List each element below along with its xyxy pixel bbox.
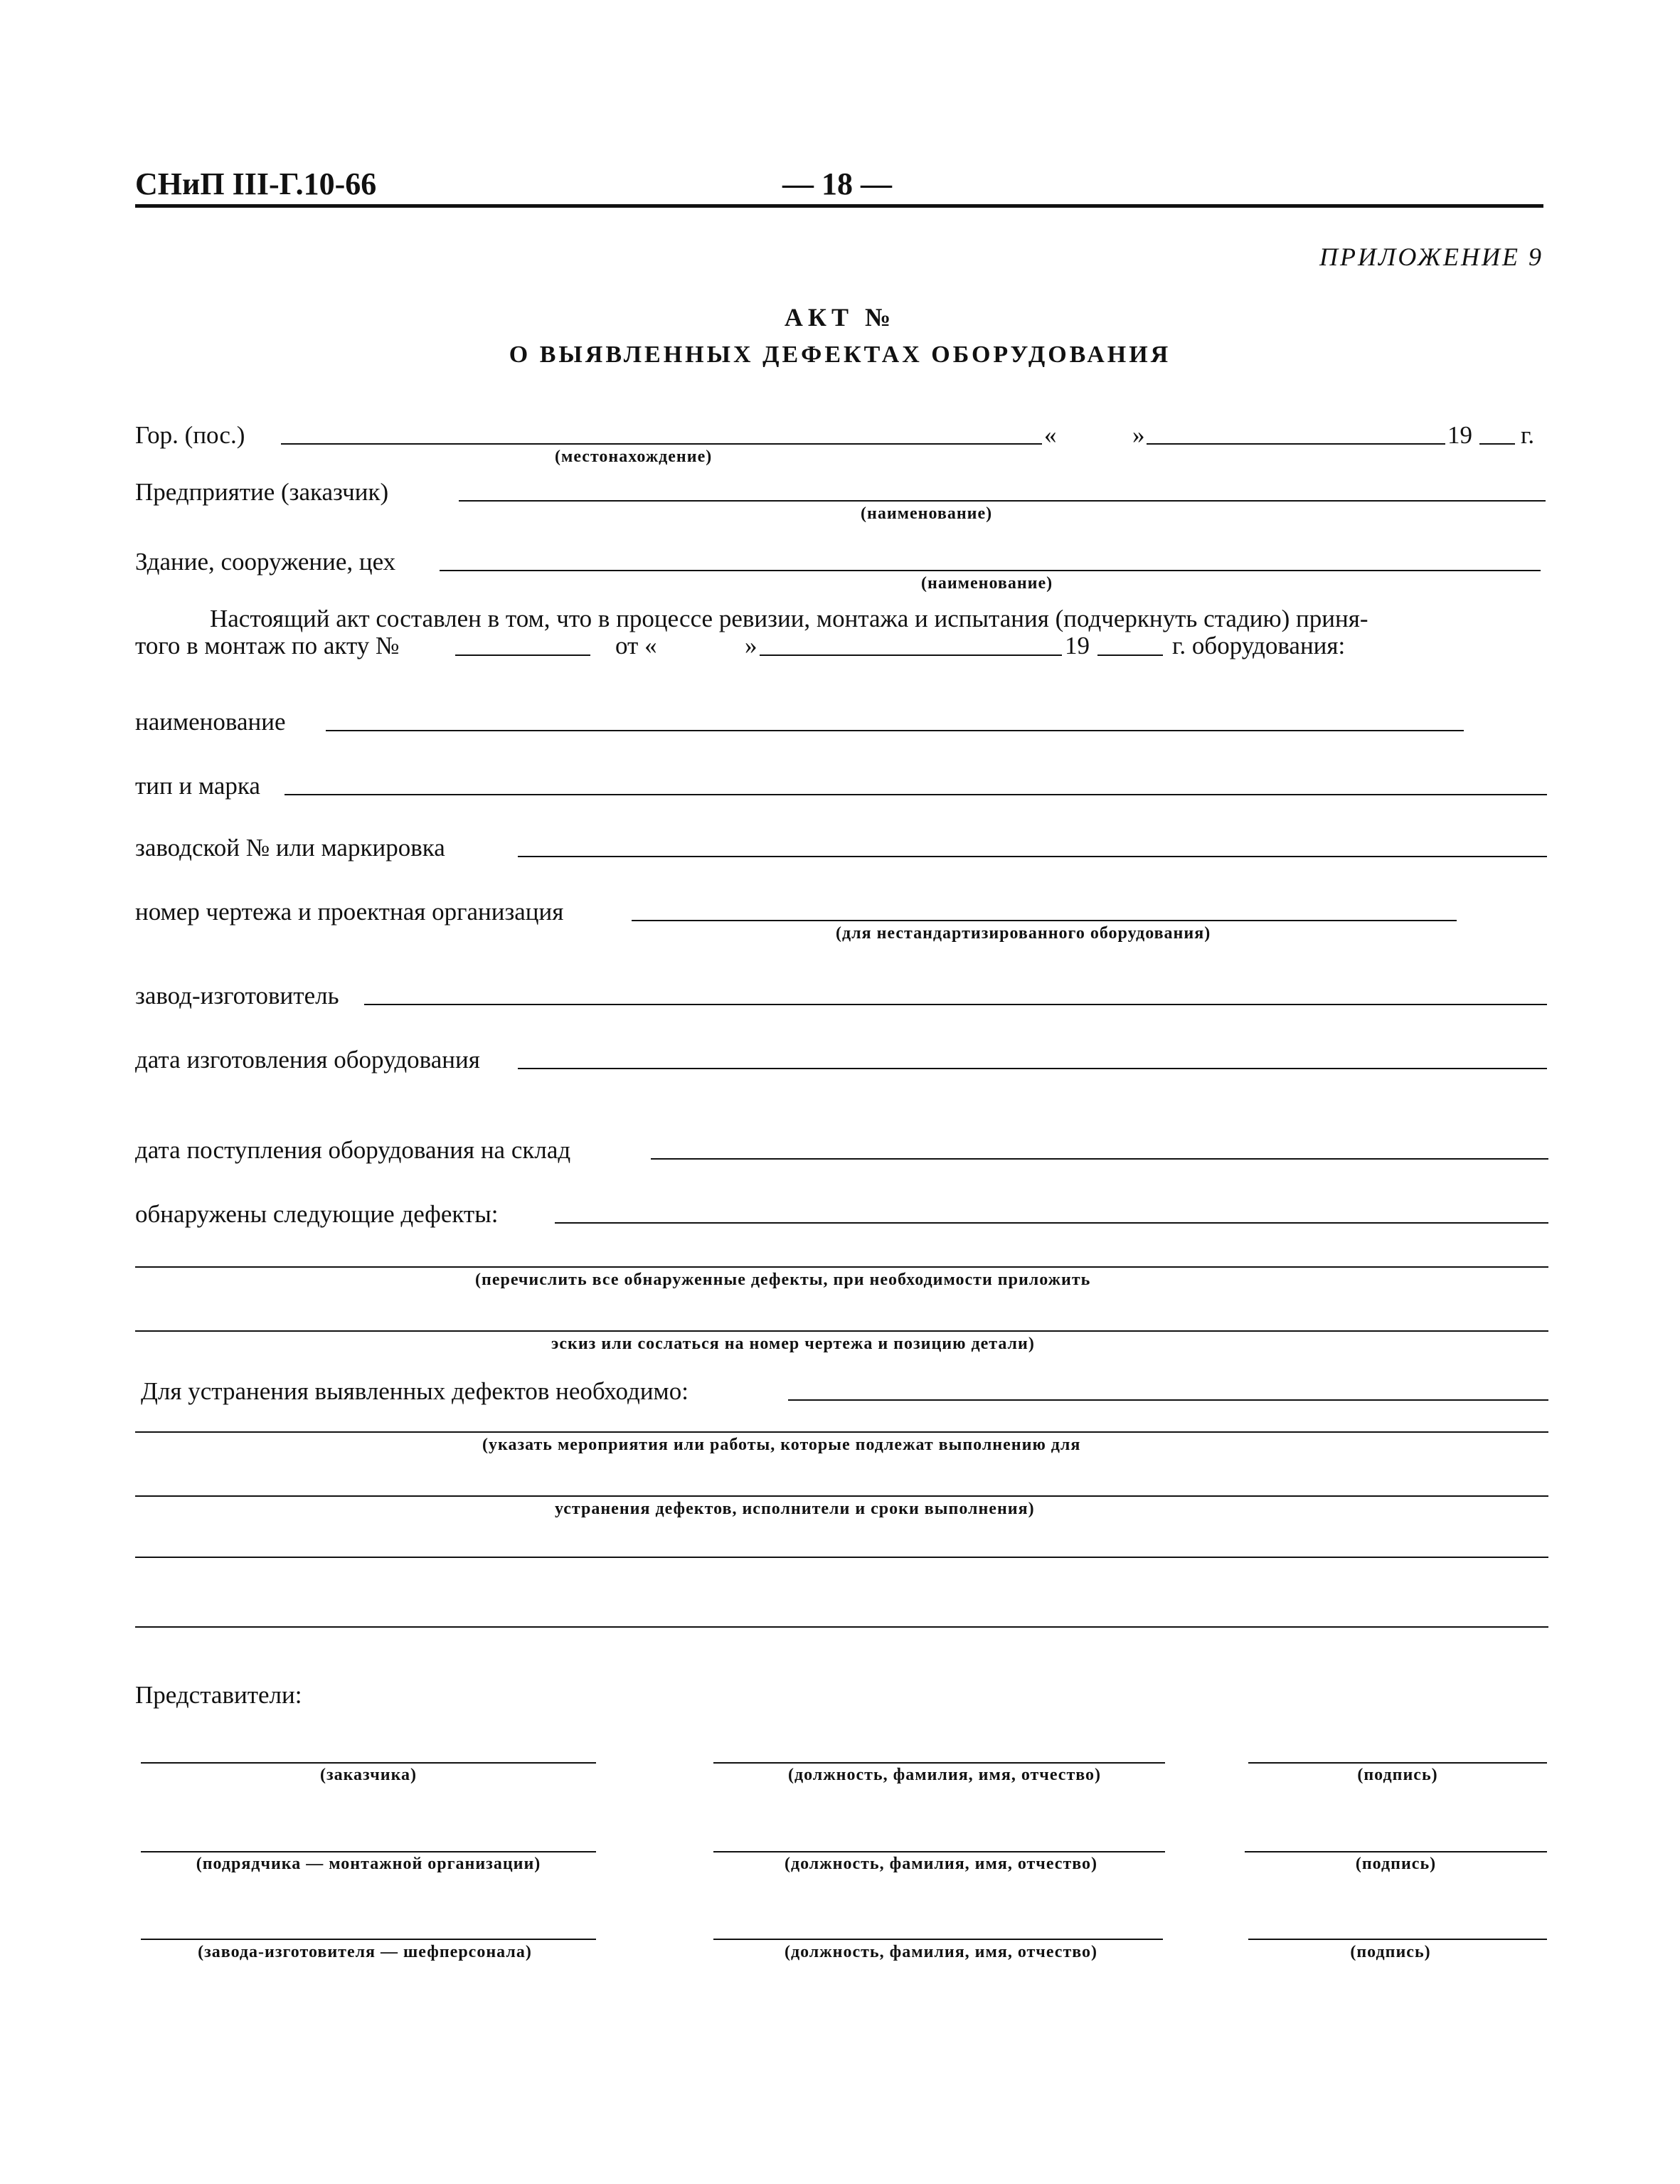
person-caption-1: (должность, фамилия, имя, отчество) xyxy=(787,1766,1102,1784)
act-title: АКТ № xyxy=(784,303,896,332)
year-suffix: г. xyxy=(1521,421,1535,449)
party-field-2[interactable] xyxy=(141,1851,596,1852)
person-field-3[interactable] xyxy=(713,1939,1163,1940)
appendix-label: ПРИЛОЖЕНИЕ 9 xyxy=(1319,243,1543,271)
remedy-field-5[interactable] xyxy=(135,1626,1548,1628)
building-field[interactable] xyxy=(440,570,1541,571)
statement-line1: Настоящий акт составлен в том, что в процессе ревизии, монтажа и испытания (подчеркнуть стадию) приня- xyxy=(210,605,1368,632)
name-label: наименование xyxy=(135,708,286,736)
statement-l2-b: от « xyxy=(615,632,657,659)
statement-l2-d: 19 xyxy=(1065,632,1090,659)
type-label: тип и марка xyxy=(135,772,260,800)
statement-l2-c: » xyxy=(745,632,757,659)
remedy-field-1[interactable] xyxy=(788,1399,1548,1401)
building-label: Здание, сооружение, цех xyxy=(135,548,396,576)
mfg-date-field[interactable] xyxy=(518,1068,1547,1069)
city-caption: (местонахождение) xyxy=(555,447,713,466)
act-subtitle: О ВЫЯВЛЕННЫХ ДЕФЕКТАХ ОБОРУДОВАНИЯ xyxy=(509,341,1171,368)
year-prefix: 19 xyxy=(1447,421,1472,449)
type-field[interactable] xyxy=(285,794,1547,795)
sign-caption-2: (подпись) xyxy=(1355,1855,1437,1873)
manufacturer-field[interactable] xyxy=(364,1004,1547,1005)
party-caption-1: (заказчика) xyxy=(319,1766,418,1784)
drawing-label: номер чертежа и проектная организация xyxy=(135,898,564,926)
defects-field-1[interactable] xyxy=(555,1222,1548,1224)
drawing-field[interactable] xyxy=(632,920,1457,921)
party-field-3[interactable] xyxy=(141,1939,596,1940)
defects-field-3[interactable] xyxy=(135,1330,1548,1332)
arrival-field[interactable] xyxy=(651,1158,1548,1160)
page-number: — 18 — xyxy=(782,166,892,201)
remedy-field-2[interactable] xyxy=(135,1431,1548,1433)
statement-l2-e: г. оборудования: xyxy=(1172,632,1346,659)
name-field[interactable] xyxy=(326,730,1464,731)
person-field-2[interactable] xyxy=(713,1851,1165,1852)
enterprise-field[interactable] xyxy=(459,500,1546,502)
date-quote-open: « xyxy=(1044,421,1057,449)
remedy-field-3[interactable] xyxy=(135,1495,1548,1497)
city-label: Гор. (пос.) xyxy=(135,421,245,449)
act-year-field[interactable] xyxy=(1097,654,1163,656)
person-caption-2: (должность, фамилия, имя, отчество) xyxy=(784,1855,1098,1873)
header-rule xyxy=(135,204,1543,208)
defects-field-2[interactable] xyxy=(135,1266,1548,1268)
act-date-field[interactable] xyxy=(760,654,1062,656)
act-number-field[interactable] xyxy=(455,654,590,656)
building-caption: (наименование) xyxy=(921,574,1053,593)
sign-caption-3: (подпись) xyxy=(1350,1943,1431,1961)
manufacturer-label: завод-изготовитель xyxy=(135,982,339,1009)
person-caption-3: (должность, фамилия, имя, отчество) xyxy=(784,1943,1098,1961)
remedy-caption1: (указать мероприятия или работы, которые подлежат выполнению для xyxy=(482,1436,1081,1454)
enterprise-label: Предприятие (заказчик) xyxy=(135,478,389,506)
party-caption-2: (подрядчика — монтажной организации) xyxy=(196,1855,541,1873)
party-caption-3: (завода-изготовителя — шефперсонала) xyxy=(198,1943,532,1961)
date-month-field[interactable] xyxy=(1147,443,1445,445)
person-field-1[interactable] xyxy=(713,1762,1165,1764)
enterprise-caption: (наименование) xyxy=(861,504,993,523)
defects-label: обнаружены следующие дефекты: xyxy=(135,1200,499,1228)
sign-field-3[interactable] xyxy=(1248,1939,1547,1940)
serial-field[interactable] xyxy=(518,856,1547,857)
sign-field-2[interactable] xyxy=(1245,1851,1547,1852)
remedy-caption2: устранения дефектов, исполнители и сроки выполнения) xyxy=(555,1500,1035,1518)
doc-code: СНиП III-Г.10-66 xyxy=(135,166,377,201)
date-quote-close: » xyxy=(1132,421,1145,449)
arrival-label: дата поступления оборудования на склад xyxy=(135,1136,571,1164)
mfg-date-label: дата изготовления оборудования xyxy=(135,1046,480,1074)
remedy-field-4[interactable] xyxy=(135,1557,1548,1558)
representatives-label: Представители: xyxy=(135,1681,302,1709)
drawing-caption: (для нестандартизированного оборудования) xyxy=(836,924,1211,943)
year-field[interactable] xyxy=(1479,443,1515,445)
party-field-1[interactable] xyxy=(141,1762,596,1764)
defects-caption1: (перечислить все обнаруженные дефекты, при необходимости приложить xyxy=(475,1271,1091,1289)
defects-caption2: эскиз или сослаться на номер чертежа и позицию детали) xyxy=(551,1335,1035,1353)
sign-field-1[interactable] xyxy=(1248,1762,1547,1764)
city-field[interactable] xyxy=(281,443,1042,445)
serial-label: заводской № или маркировка xyxy=(135,834,445,862)
sign-caption-1: (подпись) xyxy=(1357,1766,1438,1784)
statement-l2-a: того в монтаж по акту № xyxy=(135,632,400,659)
remedy-label: Для устранения выявленных дефектов необходимо: xyxy=(141,1377,689,1405)
